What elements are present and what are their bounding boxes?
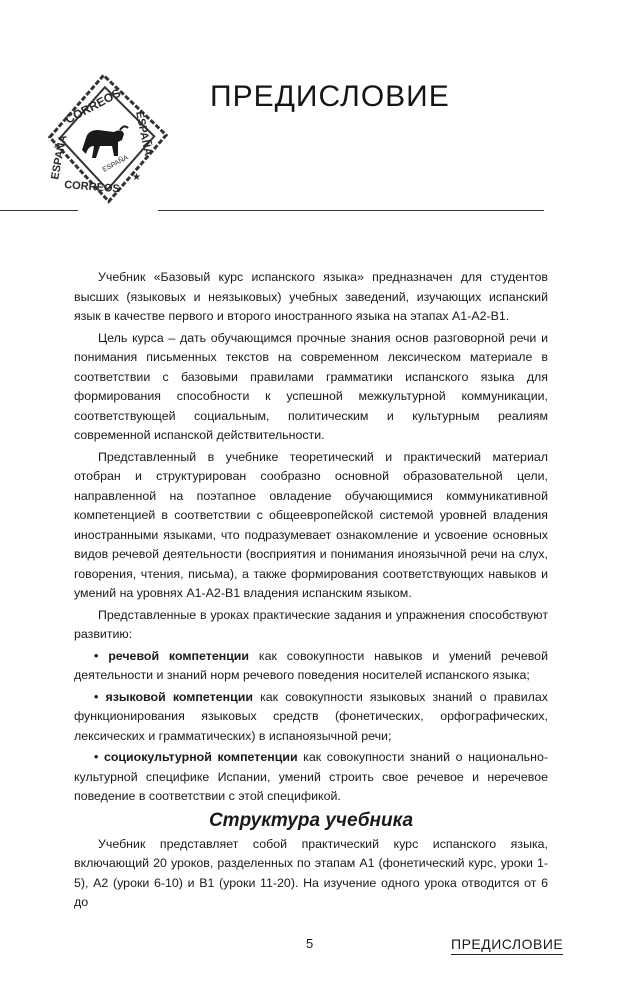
intro-paragraph-2: Цель курса – дать обучающимся прочные знания основ разговорной речи и понимания письменных текстов на современном лексическом материале в соответствии с базовыми правилами грамматики испанского языка для формирования способности к успешной межкультурной коммуникации, соответствующей социальным, политическим и культурным реалиям современной испанской действительности. (74, 330, 548, 442)
intro-paragraph-1: Учебник «Базовый курс испанского языка» предназначен для студентов высших (языковых и неязыковых) учебных заведений, изучающих испанский язык в качестве первого и второго иностранного языка на этапах А1-А2-В1. (74, 270, 548, 323)
header-rule-right (158, 210, 544, 211)
list-item (74, 688, 548, 747)
bullet-text: как совокупности знаний о национально-культурной специфике Испании, умений строить свое речевое и неречевое поведение в соответствии с этой спецификой. (74, 750, 548, 803)
stamp-top-text: CORREOS (62, 85, 124, 127)
section-heading: Структура учебника (208, 809, 414, 831)
header-rule-left (0, 210, 78, 211)
bullet-term: речевой компетенции (108, 648, 250, 663)
intro-paragraph-4: Представленные в уроках практические задания и упражнения способствуют развитию: (74, 607, 548, 641)
bullet-marker: • (94, 689, 99, 704)
running-footer: ПРЕДИСЛОВИЕ (451, 936, 563, 955)
bull-icon (82, 126, 128, 158)
svg-text:CORREOS (63, 86, 123, 127)
bullet-marker: • (94, 648, 99, 663)
correos-stamp (20, 62, 180, 212)
svg-text:ESPAÑA (102, 154, 130, 174)
list-item (74, 748, 548, 807)
list-item (74, 647, 548, 686)
star-icon: ★ (132, 172, 141, 183)
svg-text:CORREOS (64, 179, 120, 195)
page-number: 5 (306, 936, 314, 951)
bullet-marker: • (94, 750, 99, 764)
stamp-right-text: ESPAÑA (133, 110, 154, 157)
chapter-title: ПРЕДИСЛОВИЕ (210, 80, 450, 113)
bullet-text: как совокупности языковых знаний о правилах функционирования языковых средств (фонетических, орфографических, лексических и грамматических) в испаноязычной речи; (74, 689, 548, 743)
bullet-term: языковой компетенции (105, 689, 253, 704)
stamp-graphic (20, 62, 180, 212)
main-text (74, 268, 548, 913)
stamp-left-text: ESPAÑA (49, 134, 70, 181)
stamp-bottom-text: CORREOS (63, 179, 121, 196)
structure-paragraph-1: Учебник представляет собой практический курс испанского языка, включающий 20 уроков, разделенных по этапам А1 (фонетический курс, уроки 1-5), А2 (уроки 6-10) и В1 (уроки 11-20). На изучение одного урока отводится от 6 до (74, 836, 548, 909)
intro-paragraph-3: Представленный в учебнике теоретический и практический материал отобран и структурирован сообразно основной образовательной цели, направленной на поэтапное овладение обучающимися коммуникативной компетенцией в соответствии с общеевропейской системой уровней владения иностранными языками, что подразумевает ознакомление и усвоение основных видов речевой деятельности (восприятия и понимания иноязычной речи на слух, говорения, чтения, письма), а также формирования соответствующих навыков и умений на уровнях А1-А2-В1 владения испанским языком. (74, 449, 548, 600)
bullet-text: как совокупности навыков и умений речевой деятельности и знаний норм речевого поведения носителей испанского языка; (74, 648, 548, 682)
bullet-term: социокультурной компетенции (103, 750, 298, 764)
stamp-inner-text: ESPAÑA (101, 154, 130, 174)
